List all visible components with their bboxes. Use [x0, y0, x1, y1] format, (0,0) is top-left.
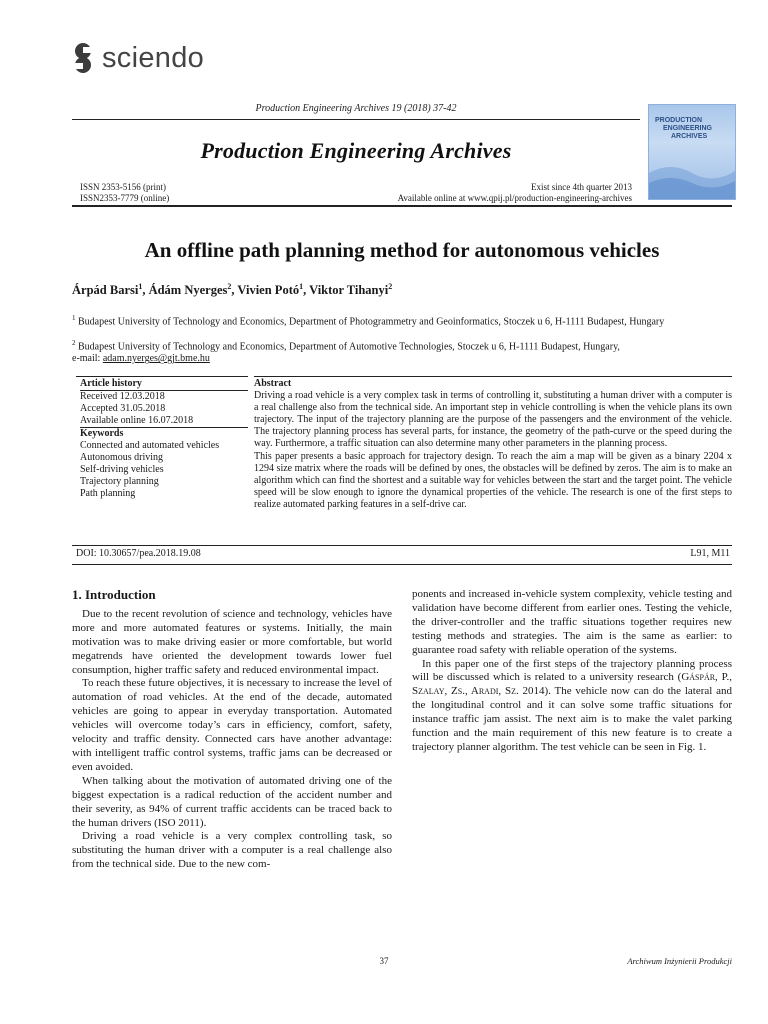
exist-block — [398, 182, 632, 204]
issn-print: ISSN 2353-5156 (print) — [80, 182, 166, 192]
journal-title: Production Engineering Archives — [200, 138, 512, 163]
footer-journal-name: Archiwum Inżynierii Produkcji — [627, 956, 732, 966]
keyword: Connected and automated vehicles — [80, 440, 220, 451]
received-date: Received 12.03.2018 — [80, 391, 165, 402]
header-rule-top — [72, 119, 640, 120]
citation-link[interactable]: Gáspár, P., Szalay, Zs., Aradi, Sz. 2014 — [412, 671, 732, 698]
sciendo-s-logo-icon — [70, 42, 96, 74]
affiliation-2: $^2$ Budapest University of Technology and Economics, Department of Automotive Technologies, Stoczek u 6, H-1111 Budapest, Hungary, e-mail: adam.nyerges@gjt.bme.hu — [72, 339, 620, 365]
publisher-name: sciendo — [102, 41, 205, 74]
keywords-heading: Keywords — [80, 428, 124, 439]
abstract-paragraph: This paper presents a basic approach for trajectory design. To reach the aim a map will be given as a binary 2204 x 1294 size matrix where the roads will be defined by ones, the obstacles will be defined by zeros. The aim is to make an algorithm which can find the shortest and a suitable way for vehicles between the start and the target point. The vehicle speed will be slow enough to ignore the dynamical properties of the vehicle. The research is one of the first steps to realize automated parking features in a self-drive car. — [254, 450, 732, 510]
issn-online: ISSN2353-7779 (online) — [80, 193, 170, 203]
abstract-rule-bottom — [72, 545, 732, 546]
header-rule-bottom — [72, 205, 732, 207]
email-link[interactable]: adam.nyerges@gjt.bme.hu — [102, 353, 210, 365]
history-heading: Article history — [80, 378, 142, 389]
journal-cover-image — [648, 104, 736, 200]
cover-title: PRODUCTION ENGINEERING ARCHIVES — [655, 117, 713, 140]
body-paragraph: In this paper one of the first steps of the trajectory planning process will be discussed which is related to a university research (Gáspár, P., Szalay, Zs., Aradi, Sz. 2014). The vehicle now can do the lateral and the longitudinal control and it can solve some traffic situations for instance traffic jam assist. The next aim is to make the valet parking function and the main requirement of this new feature is to create a trajectory planner algorithm. The test vehicle can be seen in Fig. 1. — [412, 657, 732, 753]
journal-citation-line: Production Engineering Archives 19 (2018) 37-42 — [255, 103, 457, 114]
body-paragraph: ponents and increased in-vehicle system complexity, vehicle testing and validation have become different from earlier ones. Testing the vehicle, the driver-controller and the traffic situations together requires new testing methods and strategies. The aim is the same as earlier: to guarantee road safety with reliable operation of the systems. — [412, 588, 732, 656]
available-online-date: Available online 16.07.2018 — [80, 415, 194, 426]
body-paragraph: Driving a road vehicle is a very complex controlling task, so substituting the human driver with a computer is a real challenge also from the technical side. Due to the new com- — [72, 830, 392, 871]
author: Ádám Nyerges — [148, 283, 228, 298]
article-history — [80, 378, 248, 500]
abstract-rule-top — [254, 376, 732, 377]
author: Viktor Tihanyi — [309, 283, 389, 298]
available-online-url[interactable]: Available online at www.qpij.pl/production-engineering-archives — [397, 193, 632, 203]
keyword: Autonomous driving — [80, 452, 164, 463]
jel-codes: L91, M11 — [690, 548, 730, 559]
doi[interactable]: DOI: 10.30657/pea.2018.19.08 — [76, 548, 201, 559]
cover-wave-graphic — [649, 153, 735, 199]
sciendo-logo[interactable] — [70, 40, 204, 76]
abstract-heading: Abstract — [254, 378, 292, 389]
history-rule-top — [76, 376, 248, 377]
issn-block — [80, 182, 169, 204]
author: Árpád Barsi — [72, 283, 139, 298]
author: Vivien Potó — [237, 283, 300, 298]
author-list: Árpád Barsi$^1$, Ádám Nyerges$^2$, Vivien Potó$^1$, Viktor Tihanyi$^2$ — [72, 282, 393, 298]
page-number: 37 — [379, 956, 389, 966]
body-paragraph: Due to the recent revolution of science and technology, vehicles have more and more automated features or systems. Initially, the main motivation was to make driving easier or more comfortable, but world megatrends have oriented the development towards lower fuel consumption, higher traffic safety and reduced environmental impact. — [72, 607, 392, 676]
body-column-left — [72, 588, 392, 872]
accepted-date: Accepted 31.05.2018 — [80, 403, 166, 414]
body-paragraph: To reach these future objectives, it is necessary to increase the level of automation of road vehicles. At the end of the decade, automated vehicles are going to appear in everyday transportation. Automated vehicles will overcome today’s cars in efficiency, comfort, safety, velocity and traffic density. Connected cars have another advantage: with intelligent traffic control systems, traffic jams can be decreased or even avoided. — [72, 677, 392, 773]
abstract — [254, 378, 732, 511]
body-column-right — [412, 588, 732, 755]
abstract-paragraph: Driving a road vehicle is a very complex task in terms of controlling it, substituting a human driver with a computer is a real challenge also from the technical side. An important step in vehicle controlling is when the vehicle plans its own trajectory. The input of the trajectory planning are the purpose of the passengers and the environment of the vehicle. The trajectory planning process has several parts, for instance, the geometry of the path-curve or the speed during the way. Furthermore, a traffic situation can also determine many other parameters in the planning process. — [254, 390, 732, 450]
keyword: Self-driving vehicles — [80, 464, 164, 475]
affiliation-1: $^1$ Budapest University of Technology and Economics, Department of Photogrammetry and Geoinformatics, Stoczek u 6, H-1111 Budapest, Hungary — [72, 314, 665, 328]
section-heading: 1. Introduction — [72, 587, 156, 602]
paper-title: An offline path planning method for autonomous vehicles — [144, 238, 660, 262]
doi-rule — [72, 564, 732, 565]
exist-since: Exist since 4th quarter 2013 — [531, 182, 632, 192]
keyword: Path planning — [80, 488, 136, 499]
body-paragraph: When talking about the motivation of automated driving one of the biggest expectation is a radical reduction of the accident number and their severity, as 94% of current traffic accidents can be traced back to the human drivers (ISO 2011). — [72, 774, 392, 829]
keyword: Trajectory planning — [80, 476, 159, 487]
